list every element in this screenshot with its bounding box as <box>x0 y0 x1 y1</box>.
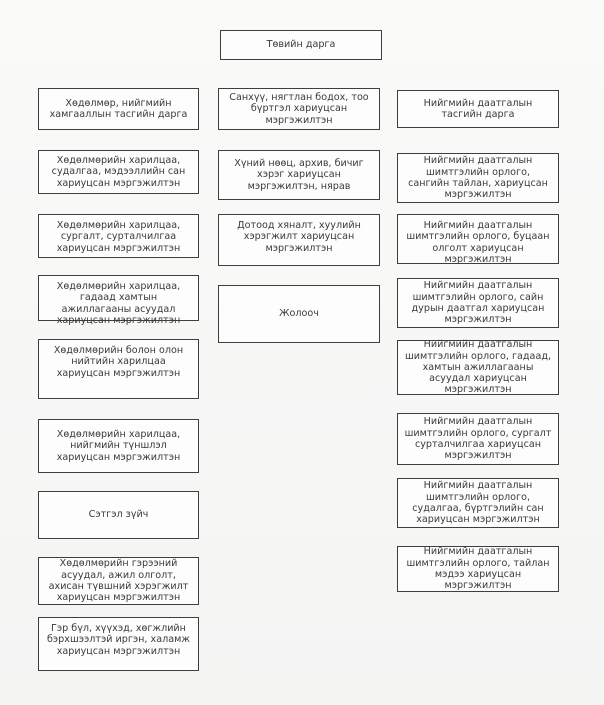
left-box-5 <box>38 339 199 399</box>
left-label-8: Хөдөлмөрийн гэрээний асуудал, ажил олголт, ахисан түвшний хэрэгжилт хариуцсан мэргэжилтэн <box>48 558 189 604</box>
left-box-9 <box>38 617 199 671</box>
middle-box-1 <box>218 88 380 130</box>
right-box-5 <box>397 340 559 395</box>
left-box-1 <box>38 88 199 130</box>
right-label-5: Нийгмийн даатгалын шимтгэлийн орлого, гадаад, хамтын ажиллагааны асуудал хариуцсан мэргэжилтэн <box>404 339 552 396</box>
right-label-7: Нийгмийн даатгалын шимтгэлийн орлого, судалгаа, бүртгэлийн сан хариуцсан мэргэжилтэн <box>412 480 544 526</box>
right-box-6 <box>397 413 559 465</box>
right-box-7 <box>397 478 559 528</box>
left-box-4 <box>38 275 199 326</box>
middle-label-2: Хүний нөөц, архив, бичиг хэрэг хариуцсан мэргэжилтэн, нярав <box>234 158 364 192</box>
head-box <box>220 30 382 60</box>
right-label-1: Нийгмийн даатгалын тасгийн дарга <box>423 97 533 120</box>
head-label: Төвийн дарга <box>266 39 336 51</box>
left-box-6 <box>38 419 199 473</box>
left-label-3: Хөдөлмөрийн харилцаа, сургалт, сурталчилгаа хариуцсан мэргэжилтэн <box>56 220 181 254</box>
right-label-3: Нийгмийн даатгалын шимтгэлийн орлого, буцаан олголт хариуцсан мэргэжилтэн <box>406 220 550 265</box>
left-label-7: Сэтгэл зүйч <box>88 509 149 521</box>
right-label-6: Нийгмийн даатгалын шимтгэлийн орлого, сургалт сурталчилгаа хариуцсан мэргэжилтэн <box>404 416 552 462</box>
middle-label-3: Дотоод хяналт, хуулийн хэрэгжилт хариуцсан мэргэжилтэн <box>237 220 361 254</box>
right-label-4: Нийгмийн даатгалын шимтгэлийн орлого, сайн дурын даатгал хариуцсан мэргэжилтэн <box>411 280 545 326</box>
right-box-1 <box>397 90 559 128</box>
left-label-1: Хөдөлмөр, нийгмийн хамгааллын тасгийн дарга <box>49 97 188 120</box>
middle-label-1: Санхүү, нягтлан бодох, тоо бүртгэл хариуцсан мэргэжилтэн <box>229 92 369 126</box>
right-label-2: Нийгмийн даатгалын шимтгэлийн орлого, сангийн тайлан, хариуцсан мэргэжилтэн <box>408 155 548 201</box>
right-label-8: Нийгмийн даатгалын шимтгэлийн орлого, тайлан мэдээ хариуцсан мэргэжилтэн <box>406 546 550 592</box>
middle-box-4 <box>218 285 380 343</box>
left-box-7 <box>38 491 199 539</box>
right-box-3 <box>397 214 559 264</box>
left-label-2: Хөдөлмөрийн харилцаа, судалгаа, мэдээллийн сан хариуцсан мэргэжилтэн <box>51 155 186 189</box>
left-label-6: Хөдөлмөрийн харилцаа, нийгмийн түншлэл хариуцсан мэргэжилтэн <box>56 429 181 463</box>
left-label-9: Гэр бүл, хүүхэд, хөгжлийн бэрхшээлтэй иргэн, халамж хариуцсан мэргэжилтэн <box>47 623 190 657</box>
right-box-8 <box>397 546 559 592</box>
right-box-2 <box>397 153 559 203</box>
left-label-5: Хөдөлмөрийн болон олон нийтийн харилцаа хариуцсан мэргэжилтэн <box>53 345 184 379</box>
middle-box-2 <box>218 150 380 200</box>
left-box-2 <box>38 150 199 194</box>
middle-label-4: Жолооч <box>279 308 319 320</box>
middle-box-3 <box>218 214 380 266</box>
left-label-4: Хөдөлмөрийн харилцаа, гадаад хамтын ажиллагааны асуудал хариуцсан мэргэжилтэн <box>56 281 181 326</box>
right-box-4 <box>397 278 559 328</box>
left-box-8 <box>38 557 199 605</box>
left-box-3 <box>38 214 199 258</box>
